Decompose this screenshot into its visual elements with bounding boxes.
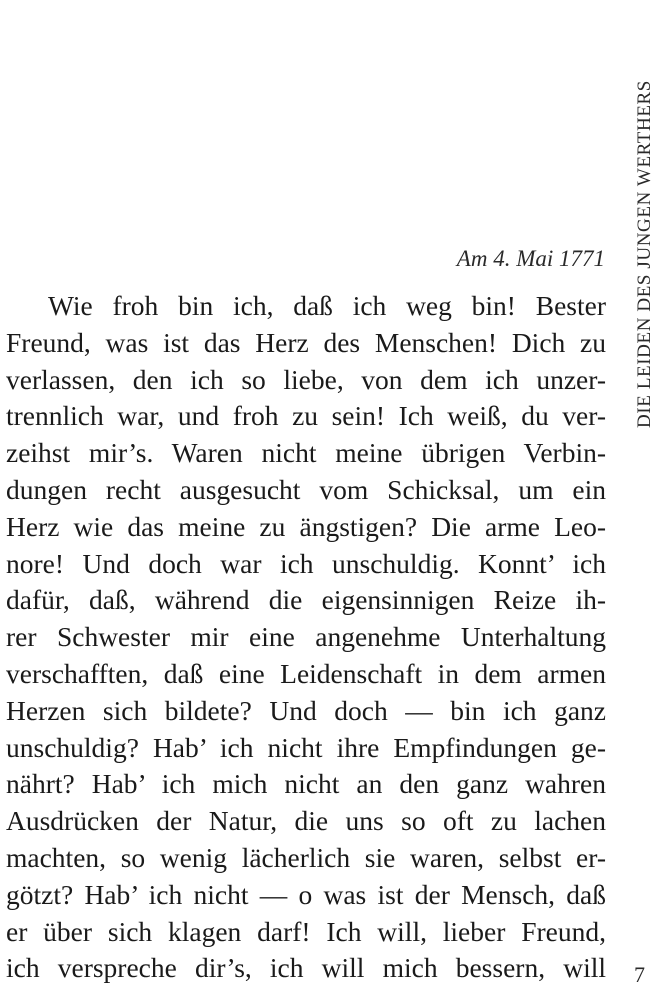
letter-date: Am 4. Mai 1771 (456, 246, 605, 271)
text-line: unschuldig? Hab’ ich nicht ihre Empfindungen ge- (6, 731, 606, 763)
text-line: verschafften, daß eine Leidenschaft in dem armen (6, 657, 606, 689)
text-line: Herzen sich bildete? Und doch — bin ich ganz (6, 694, 606, 726)
text-line: nährt? Hab’ ich mich nicht an den ganz wahren (6, 768, 606, 800)
text-line: Wie froh bin ich, daß ich weg bin! Bester (48, 290, 606, 321)
text-line: Herz wie das meine zu ängstigen? Die arme Leo- (6, 510, 606, 542)
text-line: dafür, daß, während die eigensinnigen Reize ih- (6, 584, 606, 616)
text-line: götzt? Hab’ ich nicht — o was ist der Mensch, daß (6, 878, 606, 910)
text-line: zeihst mir’s. Waren nicht meine übrigen Verbin- (6, 437, 606, 469)
text-line: machten, so wenig lächerlich sie waren, selbst er- (6, 841, 606, 873)
text-line: er über sich klagen darf! Ich will, lieber Freund, (6, 915, 606, 947)
letter-body (6, 288, 606, 987)
text-line: rer Schwester mir eine angenehme Unterhaltung (6, 621, 606, 653)
page-number: 7 (634, 962, 645, 987)
text-line: verlassen, den ich so liebe, von dem ich unzer- (6, 363, 606, 395)
text-line: nore! Und doch war ich unschuldig. Konnt’ ich (6, 547, 606, 579)
text-line: Ausdrücken der Natur, die uns so oft zu lachen (6, 805, 606, 837)
text-line: dungen recht ausgesucht vom Schicksal, um ein (6, 473, 606, 505)
text-line: ich verspreche dir’s, ich will mich bessern, will (6, 952, 606, 984)
running-head-title: DIE LEIDEN DES JUNGEN WERTHERS (634, 80, 656, 428)
running-head (629, 24, 661, 484)
text-line: trennlich war, und froh zu sein! Ich weiß, du ver- (6, 400, 606, 432)
text-line: Freund, was ist das Herz des Menschen! Dich zu (6, 326, 606, 358)
